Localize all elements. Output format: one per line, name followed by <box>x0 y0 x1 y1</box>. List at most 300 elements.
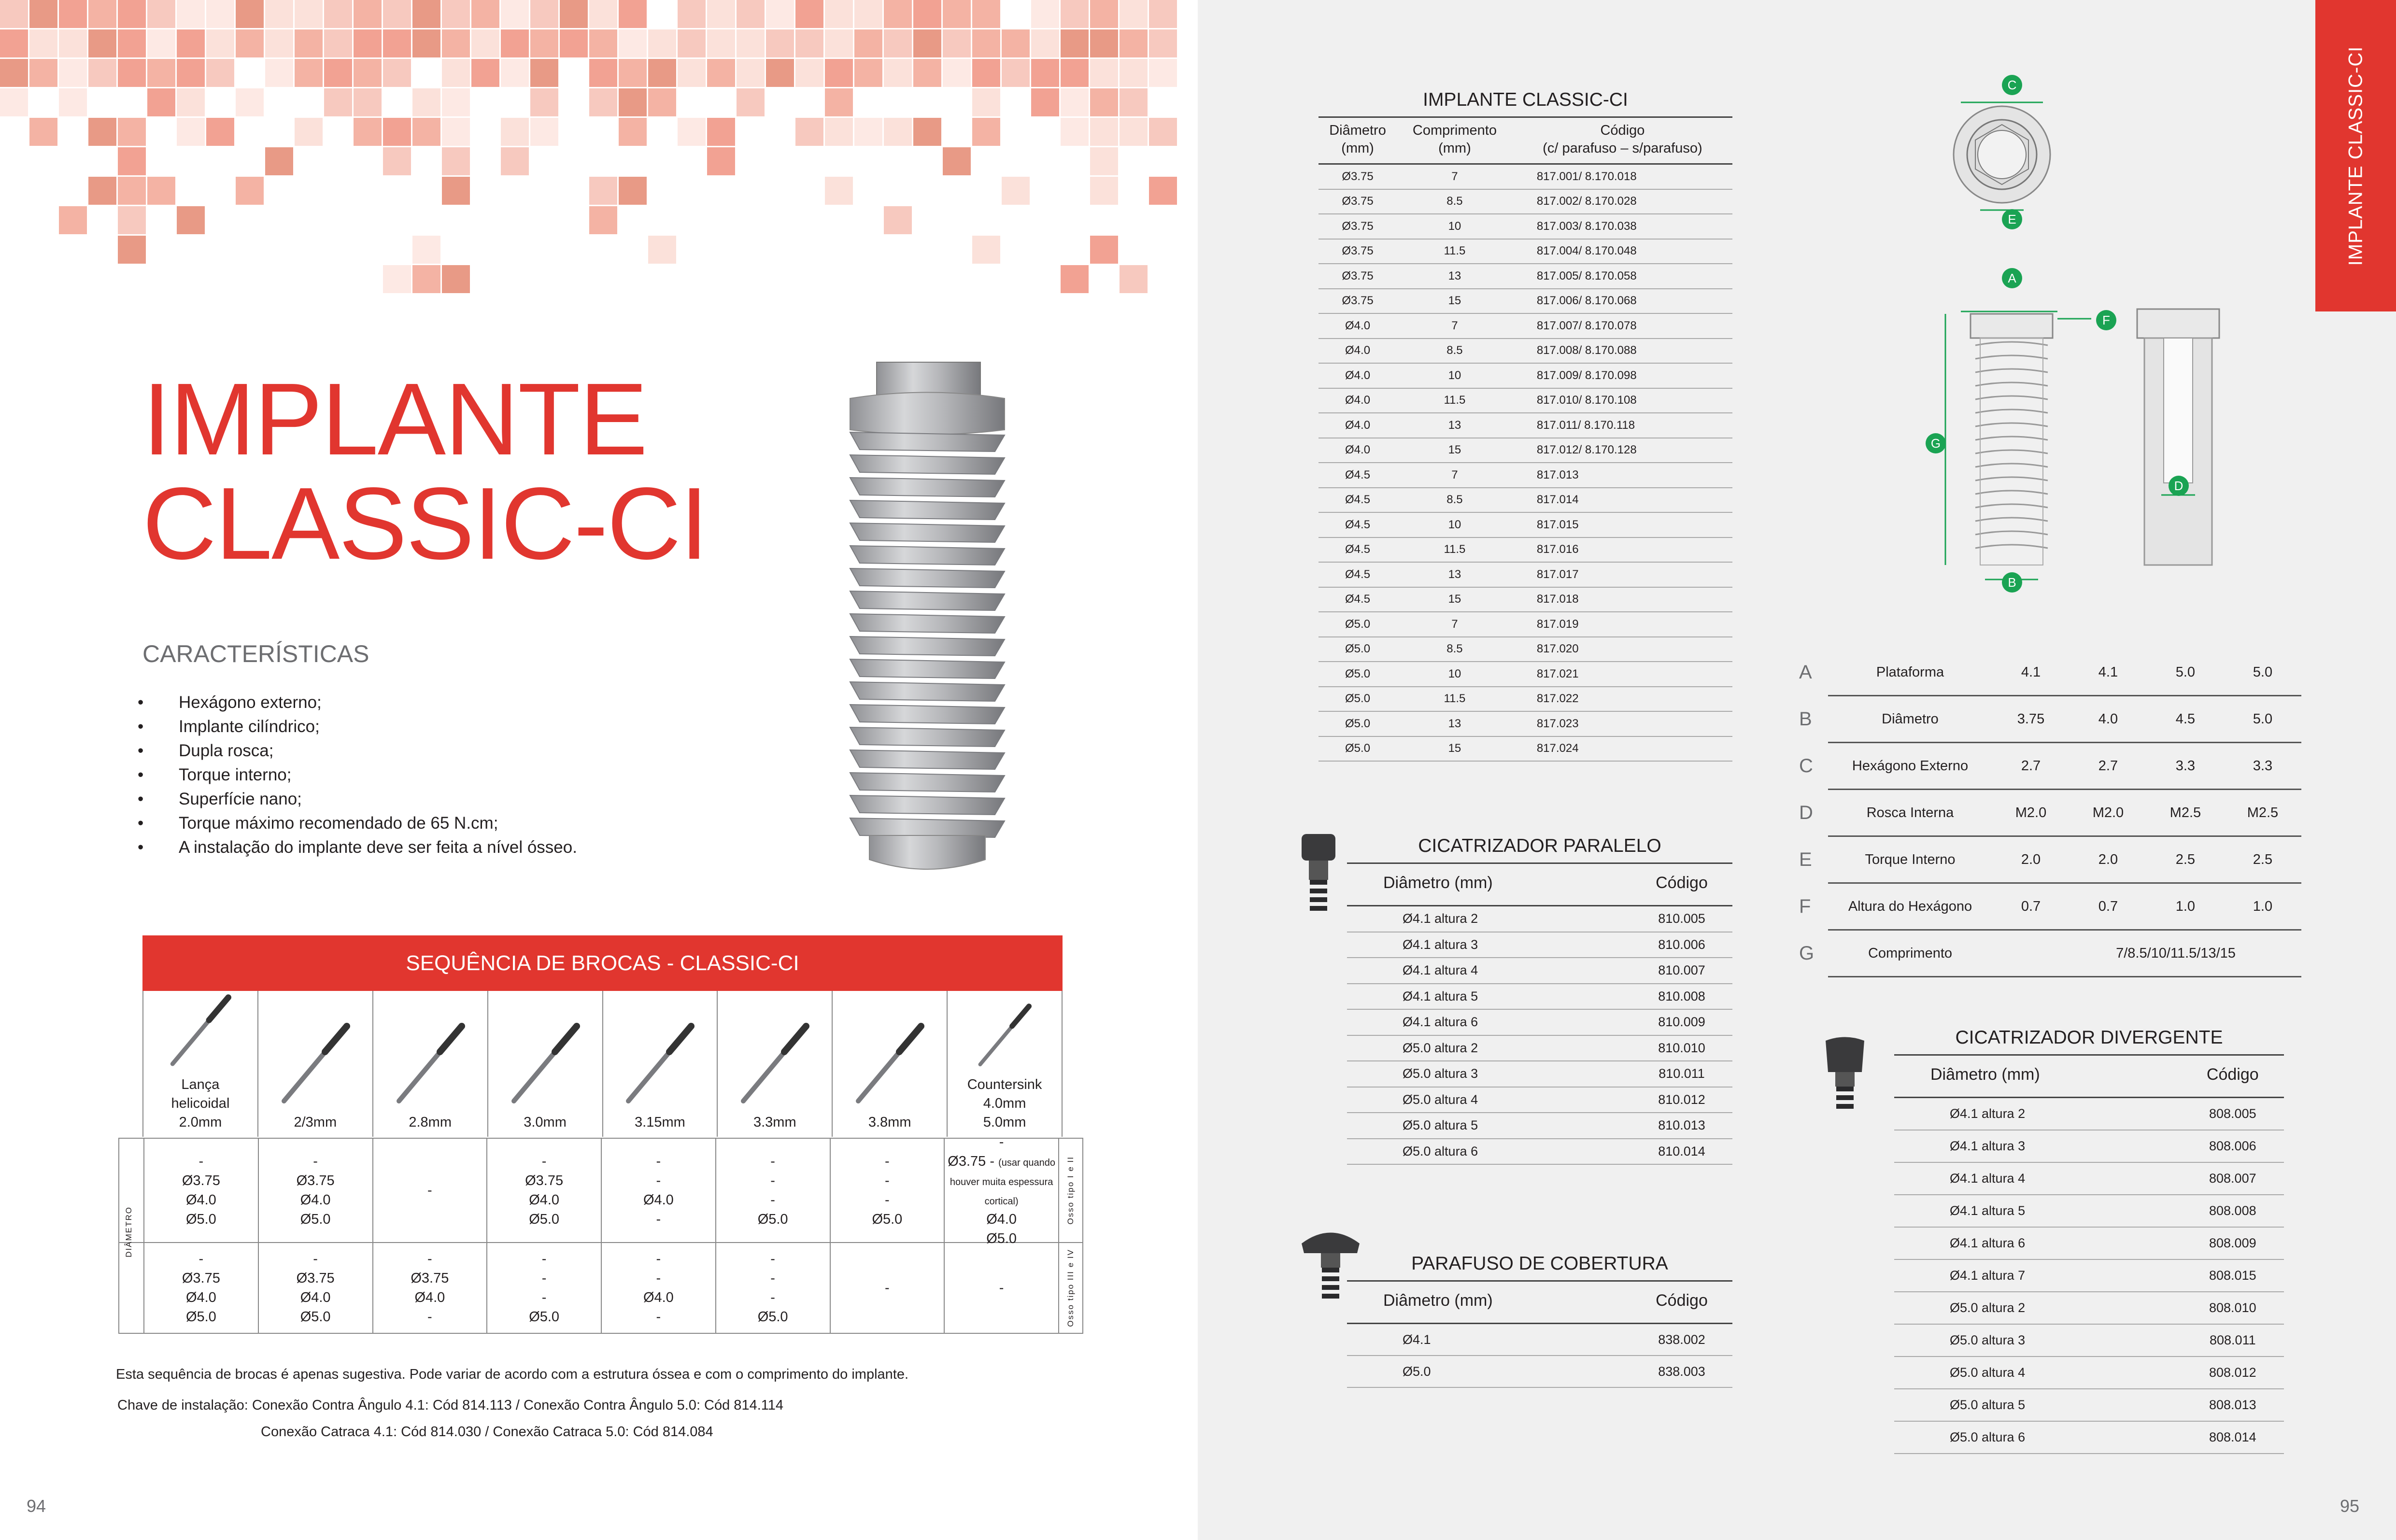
table-cell: 10 <box>1397 512 1513 537</box>
feature-item: • Superfície nano; <box>138 787 577 811</box>
mosaic-tile <box>29 0 57 28</box>
mosaic-tile <box>1090 88 1118 116</box>
spec-value: 4.5 <box>2147 696 2224 743</box>
table-header: Código <box>2182 1056 2284 1098</box>
diam-value: Ø5.0 <box>986 1231 1017 1246</box>
drill-icon <box>274 1019 356 1106</box>
mosaic-tile <box>295 59 323 87</box>
table-row <box>1894 1421 2284 1454</box>
table-cell: Ø4.0 <box>1319 438 1397 463</box>
table-cell: Ø5.0 altura 4 <box>1347 1087 1631 1113</box>
diam-value: Ø4.0 <box>414 1290 445 1305</box>
table-cell: Ø5.0 altura 5 <box>1347 1113 1631 1139</box>
table-cell: 817.003/ 8.170.038 <box>1513 214 1732 239</box>
diam-cell <box>144 1243 259 1333</box>
mosaic-tile <box>324 0 352 28</box>
table-cell: 808.007 <box>2182 1162 2284 1195</box>
mosaic-tile <box>1061 88 1089 116</box>
mosaic-tile <box>972 59 1000 87</box>
spec-value: 2.5 <box>2224 836 2301 883</box>
mosaic-tile <box>59 59 87 87</box>
table-cell: 808.012 <box>2182 1356 2284 1389</box>
table-row <box>1894 1292 2284 1324</box>
bone-type-cell <box>1059 1139 1083 1242</box>
mosaic-tile <box>383 118 411 146</box>
table-cell: 10 <box>1397 214 1513 239</box>
drill-label: 3.15mm <box>635 1115 685 1130</box>
table-row <box>1319 463 1732 488</box>
diam-value: Ø4.0 <box>300 1290 331 1305</box>
mosaic-tile <box>412 88 440 116</box>
mosaic-tile <box>1061 29 1089 57</box>
mosaic-tile <box>589 177 617 205</box>
mosaic-tile <box>236 88 264 116</box>
mosaic-tile <box>707 0 735 28</box>
table-row <box>1319 662 1732 687</box>
diam-value: Ø4.0 <box>986 1212 1017 1227</box>
table-row <box>1347 1139 1732 1165</box>
table-row <box>1347 906 1732 932</box>
spec-value: 5.0 <box>2224 650 2301 696</box>
feature-item: • Torque interno; <box>138 763 577 787</box>
spec-value: 3.75 <box>1992 696 2070 743</box>
parafuso-cobertura-table <box>1347 1282 1732 1388</box>
mosaic-tile <box>619 0 647 28</box>
mosaic-tile <box>530 59 558 87</box>
mosaic-tile <box>560 29 588 57</box>
mosaic-tile <box>354 88 382 116</box>
diam-value: - <box>656 1309 661 1325</box>
mosaic-tile <box>354 59 382 87</box>
drill-icon <box>849 1019 931 1106</box>
spec-value: M2.5 <box>2147 790 2224 836</box>
table-cell: Ø4.5 <box>1319 512 1397 537</box>
diam-cell <box>716 1243 831 1333</box>
mosaic-tile <box>295 118 323 146</box>
table-cell: Ø4.5 <box>1319 488 1397 513</box>
table-row <box>1894 1389 2284 1421</box>
spec-value: 5.0 <box>2224 696 2301 743</box>
label-e-badge: E <box>2002 209 2022 229</box>
mosaic-tile <box>442 177 470 205</box>
spec-value: M2.5 <box>2224 790 2301 836</box>
diam-value: Ø5.0 <box>872 1212 903 1227</box>
features-heading: CARACTERÍSTICAS <box>142 640 369 667</box>
mosaic-tile <box>354 29 382 57</box>
mosaic-tile <box>943 0 971 28</box>
diam-cell <box>487 1243 602 1333</box>
spec-value: 1.0 <box>2147 883 2224 930</box>
drill-label: 5.0mm <box>983 1115 1026 1130</box>
table-cell: 11.5 <box>1397 537 1513 563</box>
table-cell: 817.008/ 8.170.088 <box>1513 339 1732 364</box>
mosaic-tile <box>707 59 735 87</box>
table-cell: 15 <box>1397 289 1513 314</box>
table-header: Código <box>1631 1282 1732 1324</box>
page-title <box>142 362 708 580</box>
mosaic-tile <box>854 0 882 28</box>
diam-value: - <box>885 1192 890 1208</box>
table-cell: Ø3.75 <box>1319 164 1397 189</box>
drill-label: Lança <box>181 1077 220 1092</box>
cicatrizador-divergente-image <box>1818 1033 1871 1120</box>
mosaic-tile <box>118 177 146 205</box>
table-row <box>1319 214 1732 239</box>
table-header: Diâmetro (mm) <box>1347 864 1631 906</box>
feature-item: • Torque máximo recomendado de 65 N.cm; <box>138 811 577 835</box>
spec-label: Diâmetro <box>1828 696 1992 743</box>
table-cell: Ø4.1 <box>1347 1324 1631 1356</box>
diam-value: Ø3.75 <box>182 1173 220 1188</box>
drill-label: 2.0mm <box>179 1115 222 1130</box>
mosaic-tile <box>619 88 647 116</box>
table-row <box>1347 1356 1732 1387</box>
table-row <box>1319 189 1732 214</box>
table-row <box>1894 1162 2284 1195</box>
diam-value: - <box>198 1154 204 1169</box>
mosaic-tile <box>412 236 440 264</box>
table-row <box>1319 438 1732 463</box>
table-cell: 838.002 <box>1631 1324 1732 1356</box>
mosaic-tile <box>501 118 529 146</box>
diam-value: Ø5.0 <box>185 1309 216 1325</box>
table-cell: 808.015 <box>2182 1259 2284 1292</box>
mosaic-tile <box>854 29 882 57</box>
mosaic-tile <box>118 206 146 234</box>
mosaic-tile <box>442 88 470 116</box>
mosaic-tile <box>118 147 146 175</box>
mosaic-tile <box>29 59 57 87</box>
table-row <box>1319 736 1732 762</box>
table-cell: 11.5 <box>1397 687 1513 712</box>
spec-row <box>1799 883 2301 930</box>
table-cell: 817.022 <box>1513 687 1732 712</box>
mosaic-tile <box>412 29 440 57</box>
table-header: Diâmetro (mm) <box>1894 1056 2182 1098</box>
diam-value: - <box>770 1154 775 1169</box>
mosaic-tile <box>324 59 352 87</box>
spec-value: 3.3 <box>2147 743 2224 790</box>
mosaic-tile <box>324 29 352 57</box>
table-row <box>1319 363 1732 388</box>
table-cell: 817.007/ 8.170.078 <box>1513 313 1732 339</box>
diam-value: - <box>427 1309 432 1325</box>
table-row <box>1347 1324 1732 1356</box>
diam-cell <box>831 1243 945 1333</box>
header-line: (mm) <box>1438 141 1471 156</box>
table-cell: 838.003 <box>1631 1356 1732 1387</box>
drill-column <box>488 991 603 1137</box>
diam-value: Ø4.0 <box>300 1192 331 1208</box>
table-cell: Ø5.0 altura 3 <box>1894 1324 2182 1356</box>
table-row <box>1319 687 1732 712</box>
table-cell: 15 <box>1397 587 1513 612</box>
mosaic-tile <box>354 118 382 146</box>
cicatrizador-paralelo-block <box>1347 835 1732 1165</box>
table-cell: 808.011 <box>2182 1324 2284 1356</box>
diam-value: - <box>656 1251 661 1267</box>
table-cell: 817.018 <box>1513 587 1732 612</box>
diameter-label: DIÂMETRO <box>124 1206 133 1257</box>
mosaic-tile <box>0 0 28 28</box>
mosaic-tile <box>884 59 912 87</box>
diam-value: - <box>770 1271 775 1286</box>
bone-type-1-2-row <box>118 1134 1083 1246</box>
diam-value: Ø5.0 <box>529 1212 560 1227</box>
table-row <box>1347 984 1732 1010</box>
mosaic-tile <box>884 206 912 234</box>
mosaic-tile <box>707 29 735 57</box>
table-row <box>1319 388 1732 413</box>
mosaic-tile <box>88 118 116 146</box>
drill-label: 2/3mm <box>294 1115 337 1130</box>
diam-value: - <box>313 1251 318 1267</box>
label-g-badge: G <box>1926 433 1946 453</box>
table-cell: 15 <box>1397 736 1513 762</box>
diameter-grid <box>118 1134 1083 1334</box>
diam-value: Ø5.0 <box>300 1212 331 1227</box>
table-cell: 817.004/ 8.170.048 <box>1513 239 1732 264</box>
features-list <box>138 691 577 860</box>
table-row <box>1894 1324 2284 1356</box>
drill-label: 4.0mm <box>983 1096 1026 1111</box>
mosaic-tile <box>678 0 706 28</box>
mosaic-tile <box>147 29 175 57</box>
mosaic-tile <box>88 29 116 57</box>
mosaic-tile <box>589 88 617 116</box>
spec-value: 1.0 <box>2224 883 2301 930</box>
mosaic-tile <box>766 0 794 28</box>
bone-type-label: Osso tipo III e IV <box>1066 1249 1075 1327</box>
table-cell: Ø4.1 altura 7 <box>1894 1259 2182 1292</box>
mosaic-tile <box>648 236 676 264</box>
mosaic-tile <box>972 0 1000 28</box>
key-note-1: Chave de instalação: Conexão Contra Ângulo 4.1: Cód 814.113 / Conexão Contra Ângulo 5.0: Cód 814.114 <box>117 1398 783 1413</box>
table-cell: Ø5.0 <box>1319 711 1397 736</box>
spec-value: 4.0 <box>2070 696 2147 743</box>
diam-value: Ø4.0 <box>643 1290 674 1305</box>
spec-letter: C <box>1799 755 1813 777</box>
drill-column <box>258 991 373 1137</box>
table-cell: 817.002/ 8.170.028 <box>1513 189 1732 214</box>
table-cell: Ø5.0 <box>1319 736 1397 762</box>
table-cell: Ø4.1 altura 6 <box>1347 1009 1631 1035</box>
mosaic-tile <box>147 59 175 87</box>
diam-value: - <box>541 1290 547 1305</box>
diam-value: - <box>313 1154 318 1169</box>
mosaic-tile <box>648 88 676 116</box>
mosaic-tile <box>0 59 28 87</box>
pixel-mosaic-decoration <box>0 0 1198 299</box>
table-cell: 11.5 <box>1397 388 1513 413</box>
mosaic-tile <box>118 0 146 28</box>
table-row <box>1319 313 1732 339</box>
side-tab <box>2315 0 2396 311</box>
mosaic-tile <box>0 88 28 116</box>
table-cell: Ø4.5 <box>1319 587 1397 612</box>
mosaic-tile <box>59 88 87 116</box>
table-cell: 817.006/ 8.170.068 <box>1513 289 1732 314</box>
mosaic-tile <box>1031 59 1059 87</box>
mosaic-tile <box>1149 118 1177 146</box>
table-cell: 817.013 <box>1513 463 1732 488</box>
spec-row <box>1799 743 2301 790</box>
spec-label: Altura do Hexágono <box>1828 883 1992 930</box>
table-cell: Ø4.1 altura 4 <box>1894 1162 2182 1195</box>
mosaic-tile <box>236 177 264 205</box>
mosaic-tile <box>737 0 765 28</box>
mosaic-tile <box>442 0 470 28</box>
mosaic-tile <box>1120 0 1148 28</box>
mosaic-tile <box>88 59 116 87</box>
cicatrizador-divergente-block <box>1894 1027 2284 1454</box>
mosaic-tile <box>383 265 411 293</box>
mosaic-tile <box>118 59 146 87</box>
header-line: Diâmetro <box>1329 123 1386 138</box>
table-row <box>1319 637 1732 662</box>
mosaic-tile <box>737 59 765 87</box>
table-cell: 13 <box>1397 264 1513 289</box>
table-row <box>1894 1098 2284 1130</box>
mosaic-tile <box>1090 118 1118 146</box>
mosaic-tile <box>707 147 735 175</box>
table-cell: 8.5 <box>1397 488 1513 513</box>
mosaic-tile <box>206 59 234 87</box>
mosaic-tile <box>943 59 971 87</box>
table-row <box>1319 587 1732 612</box>
mosaic-tile <box>1120 29 1148 57</box>
mosaic-tile <box>88 177 116 205</box>
mosaic-tile <box>118 29 146 57</box>
spec-value: 3.3 <box>2224 743 2301 790</box>
diam-cell <box>487 1139 602 1242</box>
drill-sequence-title: SEQUÊNCIA DE BROCAS - CLASSIC-CI <box>142 935 1063 991</box>
diam-value: - <box>427 1251 432 1267</box>
mosaic-tile <box>972 118 1000 146</box>
table-cell: Ø5.0 altura 6 <box>1347 1139 1631 1165</box>
mosaic-tile <box>265 147 293 175</box>
label-d-badge: D <box>2169 476 2189 496</box>
feature-item: • A instalação do implante deve ser feita a nível ósseo. <box>138 835 577 860</box>
table-row <box>1319 612 1732 637</box>
side-tab-label: IMPLANTE CLASSIC-CI <box>2345 46 2366 266</box>
mosaic-tile <box>59 0 87 28</box>
mosaic-tile <box>1031 29 1059 57</box>
mosaic-tile <box>295 29 323 57</box>
mosaic-tile <box>913 0 941 28</box>
table-row <box>1347 1061 1732 1087</box>
page-number-left: 94 <box>27 1496 46 1516</box>
mosaic-tile <box>766 59 794 87</box>
mosaic-tile <box>795 29 823 57</box>
drill-icon <box>159 991 241 1068</box>
mosaic-tile <box>825 177 853 205</box>
title-line-1: IMPLANTE <box>142 362 647 476</box>
table-cell: Ø4.1 altura 4 <box>1347 958 1631 984</box>
mosaic-tile <box>177 29 205 57</box>
table-cell: 817.001/ 8.170.018 <box>1513 164 1732 189</box>
diam-value: - <box>770 1173 775 1188</box>
mosaic-tile <box>265 59 293 87</box>
table-cell: 13 <box>1397 711 1513 736</box>
right-page <box>1198 0 2396 1540</box>
table-cell: 7 <box>1397 313 1513 339</box>
diam-value: - <box>198 1251 204 1267</box>
diam-value: Ø3.75 - <box>948 1154 995 1169</box>
table-cell: Ø4.5 <box>1319 463 1397 488</box>
table-cell: 810.007 <box>1631 958 1732 984</box>
mosaic-tile <box>177 206 205 234</box>
table-cell: Ø4.0 <box>1319 388 1397 413</box>
table-row <box>1319 562 1732 587</box>
table-cell: 817.015 <box>1513 512 1732 537</box>
mosaic-tile <box>884 118 912 146</box>
mosaic-tile <box>118 118 146 146</box>
bone-type-cell <box>1059 1243 1083 1333</box>
table-row <box>1347 1113 1732 1139</box>
mosaic-tile <box>442 147 470 175</box>
table-header: Diâmetro (mm) <box>1347 1282 1631 1324</box>
table-row <box>1319 413 1732 438</box>
table-cell: 13 <box>1397 413 1513 438</box>
table-row <box>1894 1356 2284 1389</box>
drill-label: 2.8mm <box>409 1115 452 1130</box>
mosaic-tile <box>1149 0 1177 28</box>
spec-value: M2.0 <box>2070 790 2147 836</box>
mosaic-tile <box>825 29 853 57</box>
mosaic-tile <box>147 0 175 28</box>
mosaic-tile <box>648 29 676 57</box>
table-cell: 817.019 <box>1513 612 1732 637</box>
table-cell: 817.010/ 8.170.108 <box>1513 388 1732 413</box>
table-cell: 810.011 <box>1631 1061 1732 1087</box>
spec-value: M2.0 <box>1992 790 2070 836</box>
drill-label: 3.3mm <box>753 1115 796 1130</box>
diam-value: - <box>770 1290 775 1305</box>
table-cell: Ø4.1 altura 3 <box>1894 1130 2182 1162</box>
spec-value: 2.7 <box>2070 743 2147 790</box>
table-cell: 808.014 <box>2182 1421 2284 1454</box>
diam-value: Ø5.0 <box>300 1309 331 1325</box>
diam-value: - <box>770 1251 775 1267</box>
spec-letter: F <box>1799 895 1811 917</box>
mosaic-tile <box>1002 177 1030 205</box>
table-row <box>1894 1227 2284 1259</box>
drill-icon <box>964 1001 1046 1068</box>
table-row <box>1319 239 1732 264</box>
mosaic-tile <box>737 29 765 57</box>
diam-value: - <box>770 1192 775 1208</box>
mosaic-tile <box>854 118 882 146</box>
table-cell: 817.021 <box>1513 662 1732 687</box>
table-cell: 808.010 <box>2182 1292 2284 1324</box>
spec-value: 0.7 <box>1992 883 2070 930</box>
mosaic-tile <box>913 118 941 146</box>
mosaic-tile <box>530 88 558 116</box>
diam-cell <box>945 1134 1059 1246</box>
spec-label: Comprimento <box>1828 930 1992 977</box>
spec-label: Plataforma <box>1828 650 1992 696</box>
spec-row <box>1799 696 2301 743</box>
table-cell: 817.020 <box>1513 637 1732 662</box>
diam-cell <box>602 1139 716 1242</box>
diam-cell <box>373 1243 488 1333</box>
mosaic-tile <box>795 118 823 146</box>
label-c-badge: C <box>2002 75 2022 95</box>
mosaic-tile <box>29 118 57 146</box>
mosaic-tile <box>471 29 499 57</box>
table-cell: 817.005/ 8.170.058 <box>1513 264 1732 289</box>
